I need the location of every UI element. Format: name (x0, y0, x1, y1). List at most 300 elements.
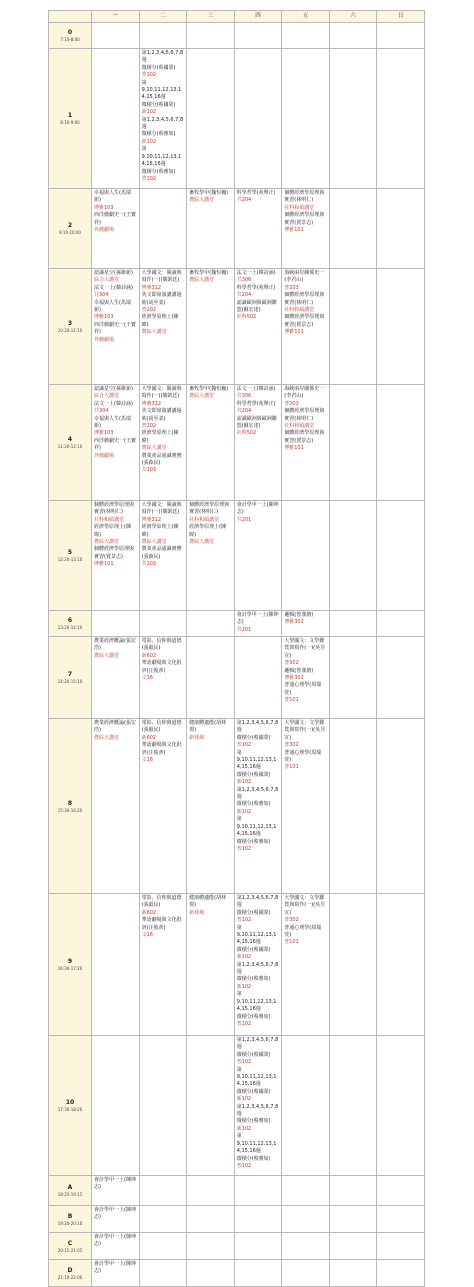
course-cell (92, 1036, 140, 1176)
course-text: 畜牧學甲(魏恒巍) (189, 270, 229, 276)
period-cell (49, 719, 92, 894)
course-room: 共201 (236, 516, 252, 523)
course-room: 博雅101 (284, 227, 304, 234)
period-cell (49, 1260, 92, 1287)
day-header: 日 (377, 11, 425, 23)
course-text: 微積分(蔡國榮) (236, 771, 271, 778)
course-text: 微積分(蔡雅如) (236, 838, 271, 845)
course-cell (92, 1176, 140, 1206)
course-text: 微積分(蔡雅如) (141, 131, 176, 138)
course-cell (282, 1260, 330, 1287)
course-text: 第 (236, 1066, 242, 1073)
course-cell (329, 501, 377, 611)
course-cell (139, 719, 187, 894)
period-row (49, 637, 425, 719)
course-room: 社科502 (236, 314, 257, 321)
course-cell (234, 611, 282, 637)
course-room: 博雅302 (284, 675, 304, 682)
course-cell (234, 189, 282, 269)
course-text: 9,10,11,12,13,14,15,16週 (236, 757, 277, 771)
period-cell (49, 1206, 92, 1233)
course-text: 9,10,11,12,13,14,15,16週 (236, 1140, 277, 1155)
period-time: 15:30-16:20 (57, 807, 83, 813)
period-cell (49, 637, 92, 719)
day-header: 六 (329, 11, 377, 23)
course-text: 微積分(蔡雅如) (236, 1013, 271, 1020)
course-cell (234, 719, 282, 894)
course-text: 認識歐洲與歐洲聯盟(蘇宏達) (236, 299, 277, 314)
period-row (49, 1206, 425, 1233)
course-room: 普102 (236, 1162, 252, 1169)
course-text: 電影、信仰與道德(張毅民) (141, 895, 182, 909)
course-room: 農綜大講堂 (189, 539, 215, 546)
course-cell (377, 501, 425, 611)
course-cell (329, 1176, 377, 1206)
course-text: 第 (236, 816, 242, 823)
course-cell (234, 385, 282, 501)
period-cell (49, 269, 92, 385)
period-time: 10:20-11:10 (57, 328, 83, 333)
period-cell (49, 49, 92, 189)
course-room: 共103 (141, 561, 157, 568)
period-time: 11:20-12:10 (57, 444, 83, 449)
course-room: 普202 (141, 423, 157, 430)
course-room: 新球場 (189, 734, 205, 741)
period-time: 14:20-15:10 (57, 679, 83, 684)
course-text: 微積分(蔡雅如) (236, 976, 271, 983)
day-header: 五 (282, 11, 330, 23)
course-room: 普203 (284, 284, 299, 291)
course-room: 普302 (284, 917, 299, 924)
course-text: 第1,2,3,4,5,6,7,8 週 (236, 961, 279, 976)
course-text: 幸福與人生(馬瑞新) (94, 299, 131, 314)
course-text: 認識星空(孫維新) (94, 386, 133, 392)
course-cell (234, 1036, 282, 1176)
course-cell (139, 1176, 187, 1206)
period-cell (49, 894, 92, 1036)
course-cell (377, 719, 425, 894)
period-row (49, 1036, 425, 1176)
course-cell (234, 1206, 282, 1233)
period-row (49, 1176, 425, 1206)
course-cell (92, 894, 140, 1036)
course-text: 西洋戲劇史一(王寶祥) (94, 212, 136, 226)
course-text: 經濟學原理上(陳 暐) (141, 524, 179, 538)
course-cell (329, 1260, 377, 1287)
course-cell (187, 501, 235, 611)
course-text: 海峽兩岸關係史一(李君山) (284, 270, 325, 284)
course-text: 大學國文：文學鑑賞與寫作(一)(吳昱宣) (284, 638, 326, 659)
period-number: 8 (67, 799, 73, 807)
period-row (49, 611, 425, 637)
course-text: 電影、信仰與道德(張毅民) (141, 720, 182, 734)
course-room: 農綜大講堂 (189, 277, 215, 284)
period-number: 5 (67, 549, 73, 556)
course-cell (92, 23, 140, 49)
course-text: 大學國文：閱讀與寫作(一)(簡凱廷) (141, 270, 182, 284)
course-cell (282, 49, 330, 189)
course-text: 普通心理學(周瑞萱) (284, 682, 322, 696)
course-cell (329, 23, 377, 49)
course-text: 微積分(蔡國榮) (236, 1088, 271, 1095)
course-text: 第1,2,3,4,5,6,7,8 週 (236, 720, 279, 734)
course-room: 農綜大講堂 (94, 652, 120, 659)
course-text: 微積分(蔡國榮) (236, 909, 271, 916)
course-cell (329, 719, 377, 894)
course-text: 9,10,11,12,13,14,15,16週 (141, 153, 182, 168)
course-cell (329, 611, 377, 637)
course-cell (139, 269, 187, 385)
course-room: 新102 (236, 954, 252, 961)
course-room: 社科和碩講堂 (189, 516, 220, 523)
course-text: 會計學甲一上(陳坤志) (94, 1261, 136, 1275)
course-text: 第 (236, 991, 242, 998)
timetable (48, 10, 425, 1287)
course-cell (187, 611, 235, 637)
course-text: 微積分(蔡國榮) (141, 101, 176, 108)
course-text: 法文一上(韓詩涵) (94, 400, 133, 407)
course-cell (92, 189, 140, 269)
course-cell (187, 1176, 235, 1206)
course-room: 外戲劇場 (94, 336, 115, 343)
course-text: 海峽兩岸關係史一(李君山) (284, 386, 325, 400)
course-text: 個體經濟學原理與實習(林明仁) (284, 190, 325, 204)
period-number: 0 (67, 29, 73, 36)
course-text: 邏輯(曾漢塘) (284, 612, 314, 618)
course-cell (329, 637, 377, 719)
course-cell (187, 1036, 235, 1176)
course-cell (234, 637, 282, 719)
day-header: 二 (139, 11, 187, 23)
course-room: 共304 (94, 408, 109, 415)
course-cell (282, 894, 330, 1036)
course-cell (139, 385, 187, 501)
course-room: 農綜大講堂 (94, 539, 120, 546)
course-room: 外戲劇場 (94, 227, 115, 234)
course-cell (92, 49, 140, 189)
course-text: 法文一上(韓詩涵) (94, 284, 133, 291)
course-cell (234, 501, 282, 611)
course-text: 9,10,11,12,13,14,15,16週 (236, 1074, 277, 1088)
course-text: 第1,2,3,4,5,6,7,8 週 (236, 1037, 279, 1051)
course-cell (92, 637, 140, 719)
course-room: 新球場 (189, 909, 205, 916)
course-room: 普102 (141, 72, 157, 79)
course-cell (282, 719, 330, 894)
period-cell (49, 23, 92, 49)
course-cell (139, 501, 187, 611)
course-text: 第 (236, 749, 242, 756)
course-room: 普102 (236, 742, 252, 749)
course-room: 文16 (141, 932, 153, 939)
course-cell (329, 385, 377, 501)
course-cell (139, 894, 187, 1036)
course-cell (329, 1206, 377, 1233)
course-cell (329, 49, 377, 189)
course-text: 第1,2,3,4,5,6,7,8 週 (236, 1103, 279, 1118)
course-room: 博雅103 (94, 204, 114, 211)
course-text: 大學國文：文學鑑賞與寫作(一)(吳昱宣) (284, 720, 326, 741)
period-cell (49, 611, 92, 637)
course-room: 普101 (284, 764, 299, 771)
course-cell (329, 1036, 377, 1176)
course-cell (377, 1260, 425, 1287)
course-room: 新102 (236, 808, 252, 815)
course-cell (92, 1260, 140, 1287)
period-row (49, 894, 425, 1036)
course-room: 新102 (141, 109, 157, 116)
course-cell (234, 1260, 282, 1287)
course-text: 大學國文：文學鑑賞與寫作(一)(吳昱宣) (284, 895, 326, 916)
course-room: 新102 (236, 1125, 252, 1132)
course-room: 新102 (236, 1096, 252, 1103)
course-text: 畜牧學甲(魏恒巍) (189, 190, 229, 196)
course-room: 新102 (141, 138, 157, 145)
course-cell (282, 501, 330, 611)
course-text: 第1,2,3,4,5,6,7,8 週 (141, 50, 184, 64)
course-room: 博雅103 (94, 314, 114, 321)
course-cell (377, 269, 425, 385)
course-text: 華語劇場與文化批評(汪俊彥) (141, 742, 182, 756)
course-text: 微積分(蔡雅如) (236, 801, 271, 808)
day-header: 三 (187, 11, 235, 23)
course-cell (282, 1036, 330, 1176)
course-cell (187, 1206, 235, 1233)
period-row (49, 501, 425, 611)
course-cell (139, 1233, 187, 1260)
course-room: 新602 (141, 734, 157, 741)
course-cell (234, 23, 282, 49)
period-number: 3 (67, 320, 73, 327)
course-text: 經濟學原理上(陳 暐) (141, 314, 179, 328)
course-text: 農業經濟概論(張宏浩) (94, 638, 136, 652)
period-cell (49, 501, 92, 611)
course-room: 新602 (141, 909, 157, 916)
course-room: 博雅312 (141, 284, 162, 291)
course-cell (377, 637, 425, 719)
course-room: 農綜大講堂 (94, 734, 120, 741)
period-time: 13:20-14:10 (57, 625, 83, 630)
course-text: 個體經濟學原理與實習(林明仁) (284, 408, 325, 422)
course-text: 會計學甲一上(陳坤志) (236, 612, 279, 626)
course-text: 英文即席演講講過術(胡至柔) (141, 408, 182, 422)
course-room: 社科和碩講堂 (94, 516, 125, 523)
course-text: 經濟學原理上(陳 暐) (189, 524, 227, 538)
course-cell (139, 1036, 187, 1176)
course-room: 社科502 (236, 430, 257, 437)
course-cell (377, 1036, 425, 1176)
course-room: 共304 (94, 292, 109, 299)
period-number: D (67, 1266, 73, 1274)
course-cell (377, 1206, 425, 1233)
period-row (49, 49, 425, 189)
course-text: 認識歐洲與歐洲聯盟(蘇宏達) (236, 415, 277, 430)
course-text: 認識星空(孫維新) (94, 270, 133, 276)
course-room: 農綜大講堂 (141, 445, 167, 452)
course-cell (329, 894, 377, 1036)
course-text: 9,10,11,12,13,14,15,16週 (236, 998, 277, 1013)
course-room: 新102 (236, 983, 252, 990)
course-cell (234, 49, 282, 189)
timetable-body (49, 23, 425, 1287)
course-cell (187, 637, 235, 719)
period-number: 7 (67, 671, 73, 678)
period-number: 10 (65, 1099, 75, 1106)
course-room: 農綜大講堂 (141, 329, 167, 336)
course-cell (92, 385, 140, 501)
course-text: 經濟學原理上(陳 暐) (141, 430, 179, 444)
course-cell (282, 189, 330, 269)
course-cell (329, 189, 377, 269)
period-time: 17:30-18:20 (57, 1107, 83, 1112)
course-text: 農業產品通識實務(張森民) (141, 546, 182, 560)
course-cell (187, 385, 235, 501)
course-text: 會計學甲一上(陳坤志) (94, 1207, 136, 1221)
course-room: 普203 (284, 400, 299, 407)
course-cell (377, 189, 425, 269)
course-text: 英文即席演講講過術(胡至柔) (141, 292, 182, 306)
period-row (49, 719, 425, 894)
course-cell (92, 611, 140, 637)
course-room: 社科和碩講堂 (284, 204, 315, 211)
period-time: 18:25-19:15 (57, 1192, 83, 1197)
course-text: 西洋戲劇史一(王寶祥) (94, 321, 136, 336)
period-time: 16:30-17:20 (57, 966, 83, 971)
course-room: 外戲劇場 (94, 452, 115, 459)
period-number: 2 (67, 222, 73, 229)
course-room: 普302 (284, 742, 299, 749)
period-cell (49, 1233, 92, 1260)
course-text: 普通心理學(周瑞萱) (284, 924, 322, 939)
period-time: 8:10-9:00 (60, 120, 80, 125)
period-number: 6 (67, 617, 73, 624)
period-row (49, 1260, 425, 1287)
course-text: 個體經濟學原理與實習(賈景志) (284, 314, 325, 328)
course-cell (92, 719, 140, 894)
period-cell (49, 385, 92, 501)
course-room: 普102 (236, 1020, 252, 1027)
course-room: 共204 (236, 408, 252, 415)
course-text: 個體經濟學原理與實習(林明仁) (284, 292, 325, 306)
course-text: 第1,2,3,4,5,6,7,8 週 (141, 116, 184, 131)
course-cell (92, 269, 140, 385)
course-cell (282, 1176, 330, 1206)
course-cell (187, 1260, 235, 1287)
period-row (49, 1233, 425, 1260)
course-room: 農綜大講堂 (141, 539, 167, 546)
period-time: 12:20-13:10 (57, 557, 83, 562)
course-room: 社科和碩講堂 (284, 423, 315, 430)
course-room: 博雅302 (284, 619, 304, 626)
course-room: 普102 (236, 917, 252, 924)
course-cell (329, 1233, 377, 1260)
course-room: 普101 (284, 697, 299, 704)
period-number: B (67, 1212, 73, 1220)
course-cell (139, 637, 187, 719)
corner-cell (49, 11, 92, 23)
period-cell (49, 189, 92, 269)
course-text: 微積分(蔡雅如) (236, 1155, 271, 1162)
course-text: 西洋戲劇史一(王寶祥) (94, 437, 136, 452)
course-cell (139, 1206, 187, 1233)
course-text: 普通心理學(周瑞萱) (284, 749, 322, 764)
course-text: 華語劇場與文化批評(汪俊彥) (141, 917, 182, 931)
course-cell (234, 1233, 282, 1260)
course-room: 綜合大講堂 (94, 393, 120, 400)
course-room: 綜合大講堂 (94, 277, 120, 284)
period-time: 21:10-22:00 (57, 1274, 83, 1280)
course-text: 個體經濟學原理與實習(林明仁) (94, 502, 135, 516)
period-time: 20:15-21:05 (57, 1247, 83, 1253)
course-text: 9,10,11,12,13,14,15,16週 (141, 87, 182, 101)
period-number: 4 (67, 436, 73, 443)
course-text: 9,10,11,12,13,14,15,16週 (236, 823, 277, 838)
course-room: 文16 (141, 757, 153, 764)
course-room: 博雅101 (94, 561, 114, 568)
course-text: 個體經濟學原理與實習(賈景志) (284, 430, 325, 444)
course-room: 普102 (141, 175, 157, 182)
course-room: 社科和碩講堂 (284, 307, 315, 314)
course-cell (282, 611, 330, 637)
course-text: 9,10,11,12,13,14,15,16週 (236, 932, 277, 946)
course-room: 普101 (284, 939, 299, 946)
course-cell (187, 719, 235, 894)
course-cell (139, 23, 187, 49)
course-cell (377, 385, 425, 501)
period-cell (49, 1036, 92, 1176)
course-text: 華語劇場與文化批評(汪俊彥) (141, 660, 182, 674)
course-text: 第 (236, 924, 242, 931)
course-text: 會計學甲一上(陳坤志) (94, 1177, 136, 1191)
course-text: 法文一上(韓詩涵) (236, 386, 276, 392)
course-text: 法文一上(韓詩涵) (236, 270, 276, 276)
course-room: 博雅103 (94, 430, 114, 437)
course-text: 個體經濟學原理與實習(賈景志) (94, 546, 135, 560)
course-room: 共306 (236, 393, 252, 400)
day-header: 一 (92, 11, 140, 23)
course-cell (234, 894, 282, 1036)
day-header: 四 (234, 11, 282, 23)
period-number: 1 (67, 112, 73, 119)
course-text: 微積分(蔡國榮) (141, 64, 176, 71)
course-cell (187, 894, 235, 1036)
course-cell (377, 1176, 425, 1206)
period-row (49, 23, 425, 49)
course-cell (282, 385, 330, 501)
course-room: 博雅312 (141, 400, 162, 407)
period-number: A (67, 1184, 73, 1191)
course-cell (139, 49, 187, 189)
course-room: 博雅101 (284, 445, 304, 452)
course-text: 會計學甲一上(陳坤志) (94, 1234, 136, 1248)
course-cell (282, 637, 330, 719)
course-room: 普202 (141, 307, 157, 314)
header-row (49, 11, 425, 23)
course-text: 微積分(蔡雅如) (236, 1118, 271, 1125)
course-text: 健康體適能(胡林璟) (189, 895, 227, 909)
course-text: 微積分(蔡國榮) (236, 1051, 271, 1058)
course-text: 第 (141, 146, 147, 153)
course-room: 普102 (236, 845, 252, 852)
course-room: 普102 (236, 1059, 252, 1066)
course-cell (282, 1233, 330, 1260)
period-row (49, 385, 425, 501)
course-text: 大學國文：閱讀與寫作(一)(簡凱廷) (141, 502, 182, 516)
course-text: 微積分(蔡國榮) (236, 734, 271, 741)
course-text: 第 (236, 1133, 242, 1140)
course-room: 文16 (141, 675, 153, 682)
course-room: 新102 (236, 779, 252, 786)
